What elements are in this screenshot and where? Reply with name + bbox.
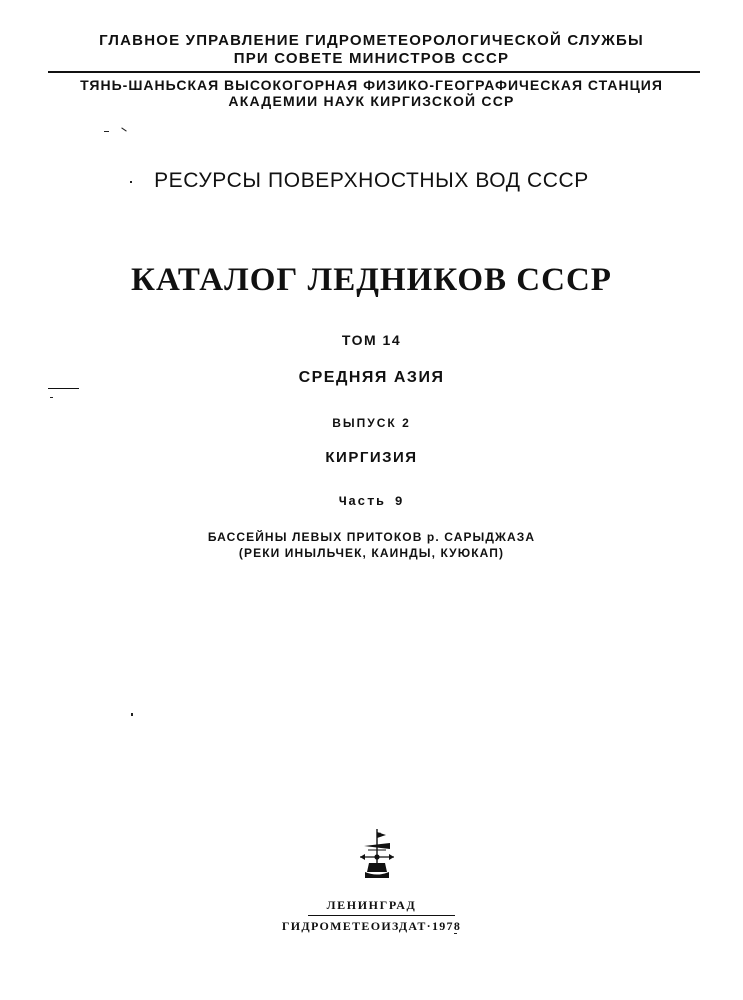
weather-vane-svg <box>356 827 396 883</box>
scan-speck <box>121 127 126 131</box>
left-margin-rule <box>48 388 79 389</box>
weather-vane-icon <box>356 827 396 883</box>
header-divider <box>48 71 700 73</box>
scan-speck <box>50 397 53 398</box>
scan-speck <box>131 713 133 716</box>
main-title: КАТАЛОГ ЛЕДНИКОВ СССР <box>131 262 612 298</box>
subregion-label: КИРГИЗИЯ <box>325 449 418 466</box>
org-line-2: ПРИ СОВЕТЕ МИНИСТРОВ СССР <box>233 50 510 67</box>
scan-speck <box>104 131 109 132</box>
series-title: РЕСУРСЫ ПОВЕРХНОСТНЫХ ВОД СССР <box>154 169 589 192</box>
issue-label: ВЫПУСК 2 <box>332 416 411 430</box>
publisher-divider <box>308 915 455 916</box>
basin-line-2: (РЕКИ ИНЫЛЬЧЕК, КАИНДЫ, КУЮКАП) <box>238 546 505 560</box>
org-line-1: ГЛАВНОЕ УПРАВЛЕНИЕ ГИДРОМЕТЕОРОЛОГИЧЕСКОЙ СЛУЖБЫ <box>99 32 644 49</box>
station-line-1: ТЯНЬ-ШАНЬСКАЯ ВЫСОКОГОРНАЯ ФИЗИКО-ГЕОГРАФИЧЕСКАЯ СТАНЦИЯ <box>80 77 663 93</box>
scan-speck <box>454 933 457 934</box>
publisher-city: ЛЕНИНГРАД <box>326 898 417 912</box>
volume-label: ТОМ 14 <box>341 332 402 348</box>
basin-line-1: БАССЕЙНЫ ЛЕВЫХ ПРИТОКОВ р. САРЫДЖАЗА <box>207 530 536 544</box>
station-line-2: АКАДЕМИИ НАУК КИРГИЗСКОЙ ССР <box>228 93 515 109</box>
part-label: Часть 9 <box>338 494 405 509</box>
publisher-imprint: ГИДРОМЕТЕОИЗДАТ·1978 <box>281 919 462 933</box>
region-label: СРЕДНЯЯ АЗИЯ <box>298 369 445 386</box>
